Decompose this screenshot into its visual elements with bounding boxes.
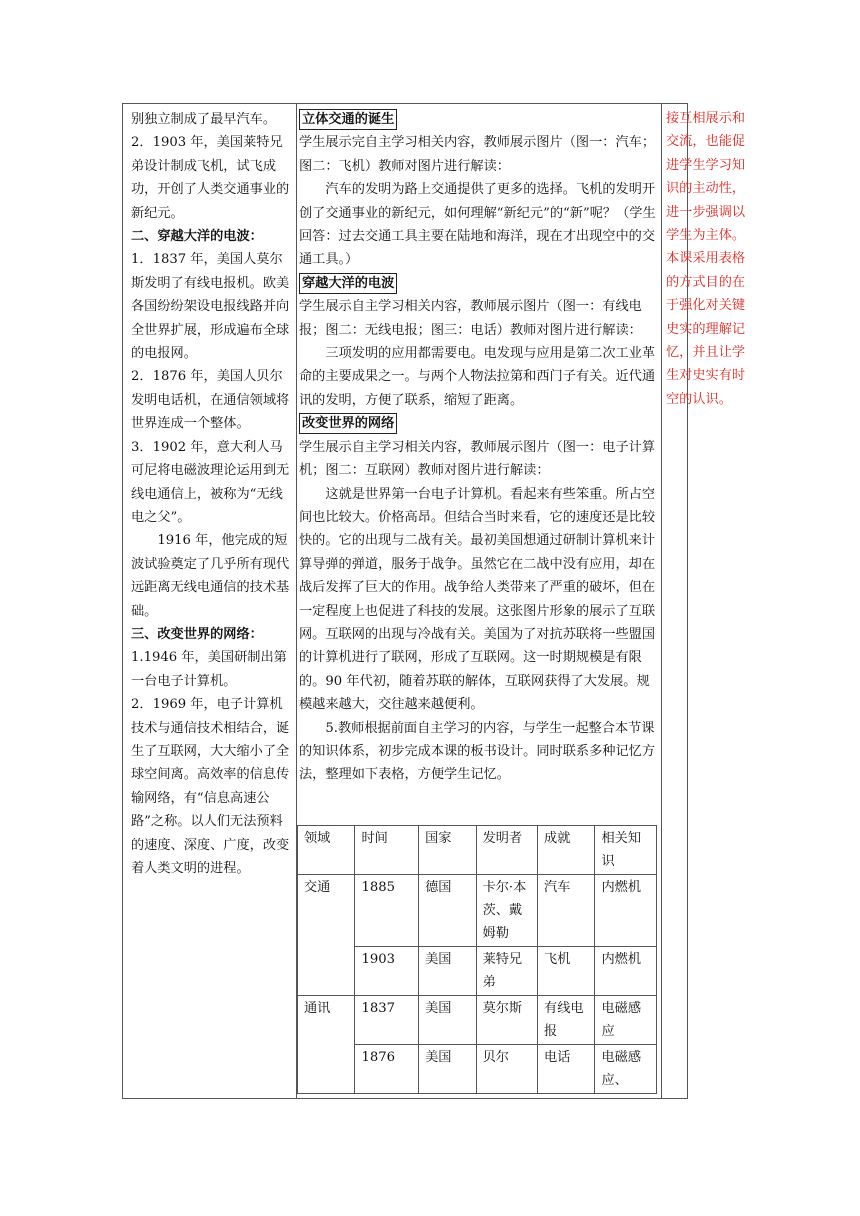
table-cell: 美国 bbox=[419, 1045, 476, 1094]
knowledge-line: 1916 年，他完成的短波试验奠定了几乎所有现代远距离无线电通信的技术基础。 bbox=[131, 533, 290, 619]
lesson-plan-table bbox=[122, 103, 688, 1099]
table-cell: 美国 bbox=[419, 996, 476, 1045]
table-cell: 电磁感应、 bbox=[595, 1045, 657, 1094]
table-cell: 通讯 bbox=[298, 996, 355, 1094]
table-cell: 有线电报 bbox=[538, 996, 595, 1045]
summary-table bbox=[297, 825, 657, 1094]
section-title: 立体交通的诞生 bbox=[299, 109, 397, 130]
table-cell: 莱特兄弟 bbox=[476, 947, 537, 996]
table-cell: 卡尔·本茨、戴姆勒 bbox=[476, 875, 537, 947]
teaching-process-text bbox=[299, 108, 659, 787]
table-cell: 贝尔 bbox=[476, 1045, 537, 1094]
table-cell: 德国 bbox=[419, 875, 476, 947]
knowledge-line: 1．1837 年，美国人莫尔斯发明了有线电报机。欧美各国纷纷架设电报线路并向全世界扩展，形成遍布全球的电报网。 bbox=[131, 252, 290, 362]
knowledge-line: 1.1946 年，美国研制出第一台电子计算机。 bbox=[131, 650, 287, 689]
design-intent-text: 接互相展示和交流，也能促进学生学习知识的主动性，进一步强调以学生为主体。本课采用表格的方式目的在于强化对关键史实的理解记忆，并且让学生对史实有时空的认识。 bbox=[666, 111, 746, 407]
table-cell: 汽车 bbox=[538, 875, 595, 947]
header-cell: 发明者 bbox=[476, 826, 537, 875]
knowledge-line: 2．1876 年，美国人贝尔发明电话机，在通信领域将世界连成一个整体。 bbox=[131, 369, 290, 432]
section-title: 穿越大洋的电波 bbox=[299, 273, 397, 294]
table-header-row bbox=[298, 826, 657, 875]
table-cell: 内燃机 bbox=[595, 947, 657, 996]
design-intent-box bbox=[660, 103, 746, 1099]
section-heading: 二、穿越大洋的电波： bbox=[131, 229, 263, 245]
header-cell: 时间 bbox=[355, 826, 419, 875]
table-cell: 电话 bbox=[538, 1045, 595, 1094]
paragraph: 5.教师根据前面自主学习的内容，与学生一起整合本节课的知识体系，初步完成本课的板书设计。同时联系多种记忆方法，整理如下表格，方便学生记忆。 bbox=[299, 720, 656, 783]
table-cell: 内燃机 bbox=[595, 875, 657, 947]
header-cell: 相关知识 bbox=[595, 826, 657, 875]
table-cell: 莫尔斯 bbox=[476, 996, 537, 1045]
table-row bbox=[298, 996, 657, 1045]
knowledge-text bbox=[131, 108, 293, 880]
table-cell: 1903 bbox=[355, 947, 419, 996]
table-cell: 飞机 bbox=[538, 947, 595, 996]
table-cell: 电磁感应 bbox=[595, 996, 657, 1045]
knowledge-column bbox=[123, 104, 297, 1098]
header-cell: 国家 bbox=[419, 826, 476, 875]
header-cell: 领域 bbox=[298, 826, 355, 875]
section-title: 改变世界的网络 bbox=[299, 413, 397, 434]
teaching-process-column bbox=[297, 104, 662, 1098]
header-cell: 成就 bbox=[538, 826, 595, 875]
paragraph: 汽车的发明为路上交通提供了更多的选择。飞机的发明开创了交通事业的新纪元，如何理解“新纪元”的“新”呢？（学生回答：过去交通工具主要在陆地和海洋，现在才出现空中的交通工具。） bbox=[299, 182, 656, 268]
table-row bbox=[298, 875, 657, 947]
paragraph: 三项发明的应用都需要电。电发现与应用是第二次工业革命的主要成果之一。与两个人物法拉第和西门子有关。近代通讯的发明，方便了联系，缩短了距离。 bbox=[299, 346, 656, 408]
knowledge-line: 2．1903 年，美国莱特兄弟设计制成飞机，试飞成功，开创了人类交通事业的新纪元。 bbox=[131, 135, 290, 221]
table-cell: 1837 bbox=[355, 996, 419, 1045]
paragraph: 学生展示完自主学习相关内容，教师展示图片（图一：汽车；图二：飞机）教师对图片进行解读： bbox=[299, 135, 656, 174]
table-cell: 1876 bbox=[355, 1045, 419, 1094]
knowledge-line: 3．1902 年，意大利人马可尼将电磁波理论运用到无线电通信上，被称为“无线电之父”。 bbox=[131, 439, 290, 525]
section-heading: 三、改变世界的网络： bbox=[131, 626, 263, 642]
table-cell: 1885 bbox=[355, 875, 419, 947]
knowledge-line: 别独立制成了最早汽车。 bbox=[131, 112, 277, 127]
table-cell: 美国 bbox=[419, 947, 476, 996]
knowledge-line: 2．1969 年，电子计算机技术与通信技术相结合，诞生了互联网，大大缩小了全球空间离。高效率的信息传输网络，有“信息高速公路”之称。以人们无法预料的速度、深度、广度，改变着人类文明的进程。 bbox=[131, 697, 290, 876]
paragraph: 学生展示自主学习相关内容，教师展示图片（图一：有线电报；图二：无线电报；图三：电话）教师对图片进行解读： bbox=[299, 299, 642, 338]
paragraph: 这就是世界第一台电子计算机。看起来有些笨重。所占空间也比较大。价格高昂。但结合当时来看，它的速度还是比较快的。它的出现与二战有关。最初美国想通过研制计算机来计算导弹的弹道，服务于战争。虽然它在二战中没有应用，却在战后发挥了巨大的作用。战争给人类带来了严重的破坏，但在一定程度上也促进了科技的发展。这张图片形象的展示了互联网。互联网的出现与冷战有关。美国为了对抗苏联将一些盟国的计算机进行了联网，形成了互联网。这一时期规模是有限的。90 年代初，随着苏联的解体，互联网获得了大发展。规模越来越大，交往越来越便利。 bbox=[299, 486, 656, 713]
paragraph: 学生展示自主学习相关内容，教师展示图片（图一：电子计算机；图二：互联网）教师对图片进行解读： bbox=[299, 439, 656, 479]
table-cell: 交通 bbox=[298, 875, 355, 996]
